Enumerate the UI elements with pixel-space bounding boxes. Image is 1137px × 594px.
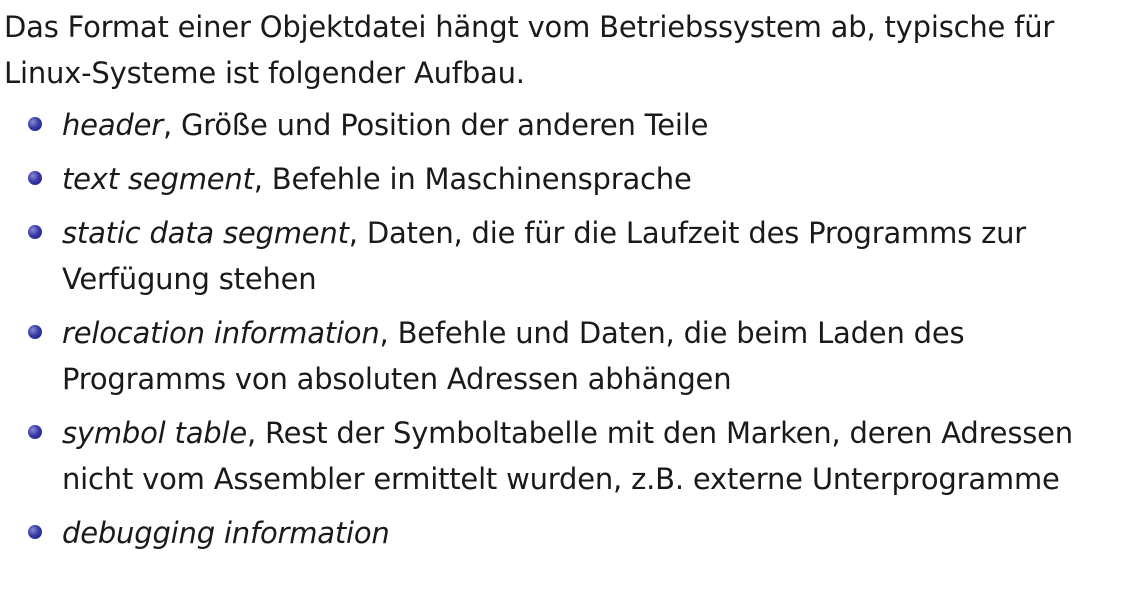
item-term: symbol table (62, 416, 247, 450)
item-term: text segment (62, 162, 254, 196)
list-item-static-data-segment (28, 210, 1128, 302)
bullet-icon (28, 325, 42, 339)
bullet-icon (28, 425, 42, 439)
list-item-debugging-information (28, 510, 1128, 556)
item-term: debugging information (62, 516, 390, 550)
item-description: , Größe und Position der anderen Teile (162, 108, 709, 142)
bullet-icon (28, 171, 42, 185)
item-description: , Daten, die für die Laufzeit des Programms zur Verfügung stehen (62, 216, 1026, 296)
item-term: relocation information (62, 316, 380, 350)
intro-paragraph: Das Format einer Objektdatei hängt vom Betriebssystem ab, typische für Linux-Systeme ist folgender Aufbau. (4, 10, 1055, 90)
item-description: , Befehle in Maschinensprache (253, 162, 692, 196)
bullet-icon (28, 117, 42, 131)
item-description: , Rest der Symboltabelle mit den Marken, deren Adressen nicht vom Assembler ermittelt wurden, z.B. externe Unterprogramme (62, 416, 1073, 496)
item-term: header (62, 108, 163, 142)
list-item-relocation-information (28, 310, 1128, 402)
bullet-list (28, 102, 1128, 564)
bullet-icon (28, 225, 42, 239)
list-item-symbol-table (28, 410, 1128, 502)
bullet-icon (28, 525, 42, 539)
list-item-text-segment (28, 156, 1128, 202)
item-term: static data segment (62, 216, 349, 250)
list-item-header (28, 102, 1128, 148)
item-description: , Befehle und Daten, die beim Laden des Programms von absoluten Adressen abhängen (62, 316, 965, 396)
